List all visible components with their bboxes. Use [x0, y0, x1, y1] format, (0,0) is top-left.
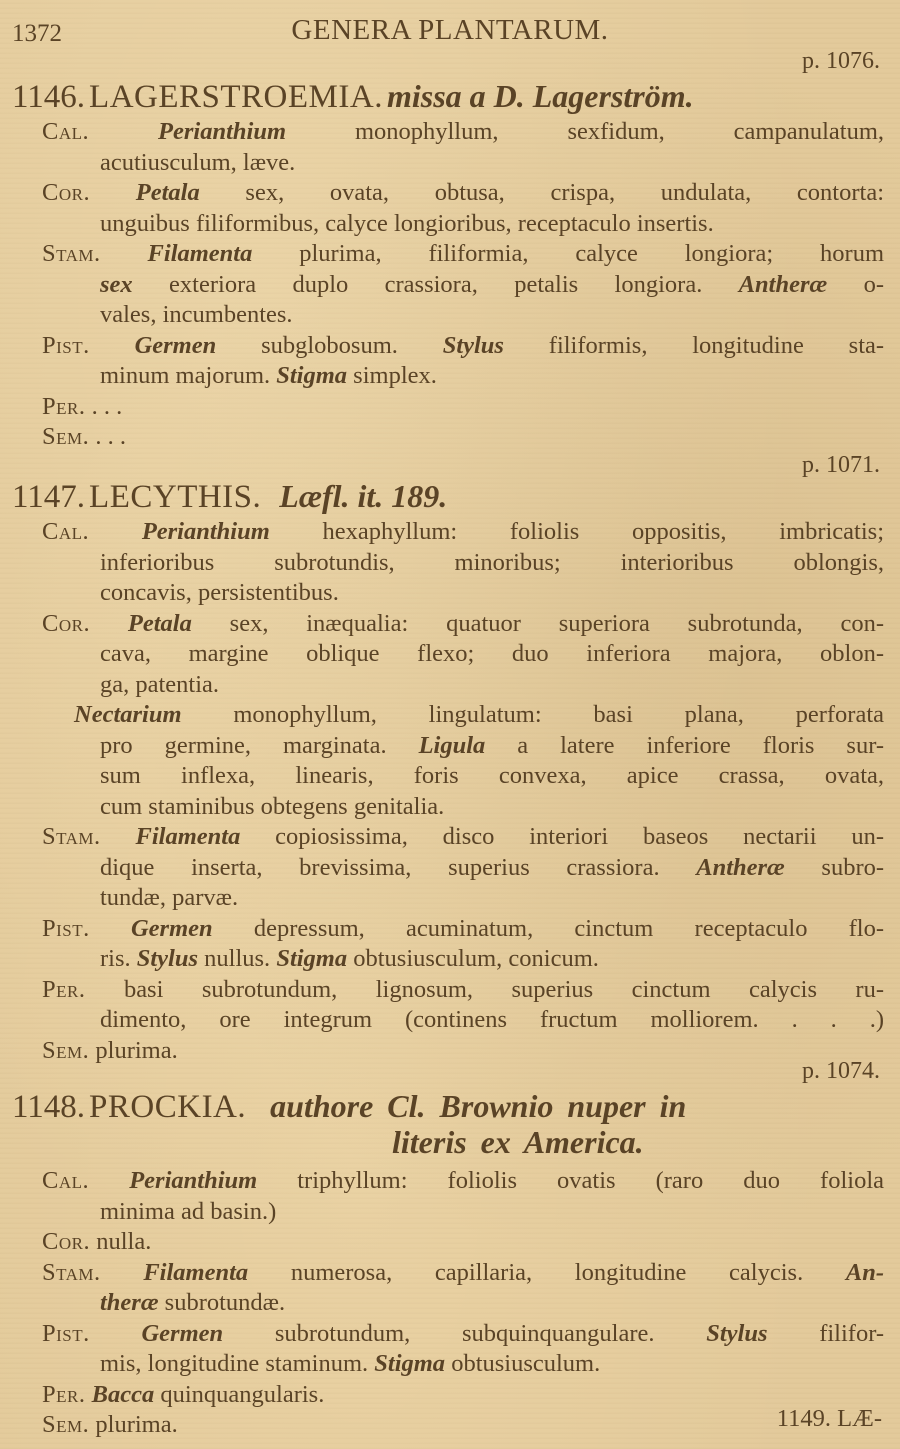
description-text: cava, margine oblique flexo; duo inferiora majora, oblon- [100, 640, 884, 667]
description-text: subrotundum, subquinquangulare. [274, 1319, 655, 1347]
part-term: An- [845, 1258, 885, 1286]
genus-number: 1147. [12, 479, 86, 515]
running-head [12, 12, 888, 52]
part-term: Filamenta [135, 823, 241, 850]
continuation-line [42, 300, 884, 331]
description-text: cum staminibus obtegens genitalia. [100, 792, 445, 820]
description-text: minima ad basin.) [100, 1197, 277, 1225]
genus-heading [12, 478, 888, 516]
part-label: Pist. [42, 914, 90, 942]
part-term: Antheræ [696, 853, 785, 881]
part-label: Per. [42, 392, 86, 420]
character-line [42, 609, 884, 640]
part-term: Stigma [276, 945, 348, 972]
description-text: subrotundæ. [164, 1289, 286, 1316]
continuation-line [42, 700, 884, 731]
part-label: Stam. [42, 1258, 101, 1286]
description-text: ris. [100, 945, 131, 972]
description-text: exteriora duplo crassiora, petalis longiora. [169, 270, 703, 298]
part-label: Cal. [42, 518, 90, 545]
continuation-line [42, 670, 884, 701]
description-text: filifor- [819, 1319, 885, 1347]
continuation-line [42, 1197, 884, 1228]
character-line [42, 1227, 884, 1258]
genus-authority: missa a D. Lagerström. [386, 78, 694, 114]
genus-description [42, 517, 884, 1066]
description-text: acutiusculum, læve. [100, 148, 296, 176]
part-term: Perianthium [141, 518, 270, 545]
part-label: Pist. [42, 1319, 90, 1347]
description-text: tundæ, parvæ. [100, 884, 239, 911]
description-text: plurima. [95, 1036, 178, 1064]
description-text: basi subrotundum, lignosum, superius cinctum calycis ru- [123, 975, 884, 1003]
character-line [42, 975, 884, 1006]
part-label: Cor. [42, 609, 91, 637]
character-line [42, 1319, 884, 1350]
description-text: pro germine, marginata. [100, 731, 387, 759]
continuation-line [42, 148, 884, 179]
character-line [42, 1410, 884, 1441]
description-text: monophyllum, lingulatum: basi plana, perforata [233, 701, 885, 728]
description-text: sex, ovata, obtusa, crispa, undulata, contorta: [245, 179, 884, 206]
description-text: inferioribus subrotundis, minoribus; interioribus oblongis, [100, 548, 884, 576]
genus-heading [12, 78, 888, 116]
description-text: subglobosum. [261, 331, 398, 359]
description-text: sex, inæqualia: quatuor superiora subrotunda, con- [229, 609, 884, 637]
continuation-line [42, 639, 884, 670]
character-line [42, 1258, 884, 1289]
description-text: monophyllum, sexfidum, campanulatum, [354, 118, 885, 145]
description-text: quinquangularis. [160, 1380, 325, 1408]
description-text: dimento, ore integrum (continens fructum molliorem. . . .) [100, 1006, 884, 1033]
genus-number: 1146. [12, 79, 86, 115]
character-line [42, 117, 884, 148]
part-term: Stylus [136, 945, 199, 972]
page-number: 1372 [12, 20, 62, 47]
description-text: filiformis, longitudine sta- [548, 331, 885, 359]
character-line [42, 1166, 884, 1197]
genus-name: LAGERSTROEMIA. [89, 79, 383, 115]
part-term: Stylus [442, 331, 504, 359]
description-text: unguibus filiformibus, calyce longioribus, receptaculo insertis. [100, 209, 714, 237]
part-label: Pist. [42, 331, 90, 359]
part-label: Cal. [42, 1167, 90, 1194]
part-term: Bacca [91, 1380, 155, 1408]
description-text: plurima, filiformia, calyce longiora; horum [299, 240, 885, 267]
part-term: Stigma [276, 362, 348, 389]
description-text: copiosissima, disco interiori baseos nectarii un- [275, 823, 885, 850]
part-term: Perianthium [129, 1167, 258, 1194]
part-label: Stam. [42, 240, 101, 267]
character-line [42, 914, 884, 945]
continuation-line [42, 761, 884, 792]
continuation-line [42, 883, 884, 914]
description-text: concavis, persistentibus. [100, 579, 339, 606]
part-label: Cal. [42, 118, 90, 145]
character-line [42, 517, 884, 548]
description-text: o- [863, 270, 885, 298]
continuation-line [42, 1288, 884, 1319]
running-title: GENERA PLANTARUM. [291, 14, 609, 46]
part-label: Per. [42, 1380, 86, 1408]
continuation-line [42, 209, 884, 240]
genus-description [42, 1166, 884, 1441]
description-text: nulla. [96, 1228, 152, 1255]
part-term: Germen [134, 331, 217, 359]
part-label: Sem. [42, 423, 90, 450]
character-line [42, 1036, 884, 1067]
part-term: Petala [127, 609, 192, 637]
description-text: . . . [91, 392, 123, 420]
part-term: theræ [100, 1289, 159, 1316]
description-text: mis, longitudine staminum. [100, 1350, 369, 1377]
catchword: 1149. LÆ- [776, 1405, 882, 1432]
page-reference: p. 1076. [802, 48, 880, 74]
continuation-line [42, 944, 884, 975]
character-line [42, 1380, 884, 1411]
description-text: nullus. [204, 945, 271, 972]
description-text: subro- [821, 853, 885, 881]
continuation-line [42, 853, 884, 884]
genus-authority: authore Cl. Brownio nuper in [270, 1088, 687, 1124]
continuation-line [42, 548, 884, 579]
part-term: Perianthium [158, 118, 287, 145]
continuation-line [42, 1005, 884, 1036]
description-text: obtusiusculum, conicum. [353, 945, 599, 972]
character-line [42, 239, 884, 270]
character-line [42, 178, 884, 209]
continuation-line [42, 731, 884, 762]
genus-heading [12, 1088, 888, 1126]
character-line [42, 822, 884, 853]
genus-name: LECYTHIS. [89, 479, 262, 515]
part-term: Antheræ [738, 270, 828, 298]
description-text: dique inserta, brevissima, superius crassiora. [100, 853, 660, 881]
part-term: Filamenta [143, 1258, 249, 1286]
part-term: Nectarium [74, 701, 182, 728]
description-text: ga, patentia. [100, 670, 220, 698]
part-term: Ligula [418, 731, 486, 759]
description-text: triphyllum: foliolis ovatis (raro duo foliola [297, 1167, 885, 1194]
part-term: Stylus [706, 1319, 768, 1347]
genus-authority-continued [392, 1124, 888, 1161]
description-text: numerosa, capillaria, longitudine calycis. [290, 1258, 804, 1286]
part-label: Per. [42, 975, 86, 1003]
part-term: Stigma [374, 1350, 446, 1377]
genus-description [42, 117, 884, 453]
description-text: minum majorum. [100, 362, 271, 389]
page-reference: p. 1071. [802, 452, 880, 478]
part-term: Filamenta [147, 240, 253, 267]
description-text: hexaphyllum: foliolis oppositis, imbricatis; [322, 518, 885, 545]
part-term: Petala [135, 179, 200, 206]
part-term: sex [100, 270, 133, 298]
description-text: a latere inferiore floris sur- [517, 731, 885, 759]
description-text: . . . [95, 423, 127, 450]
part-term: Germen [141, 1319, 224, 1347]
genus-name: PROCKIA. [89, 1089, 247, 1125]
part-label: Cor. [42, 1228, 91, 1255]
continuation-line [42, 1349, 884, 1380]
continuation-line [42, 792, 884, 823]
description-text: sum inflexa, linearis, foris convexa, apice crassa, ovata, [100, 762, 884, 789]
genus-authority: literis ex America. [392, 1124, 644, 1160]
description-text: vales, incumbentes. [100, 301, 293, 328]
part-label: Sem. [42, 1036, 90, 1064]
part-term: Germen [130, 914, 213, 942]
part-label: Stam. [42, 823, 101, 850]
description-text: depressum, acuminatum, cinctum receptaculo flo- [253, 914, 885, 942]
part-label: Sem. [42, 1411, 90, 1438]
page-reference: p. 1074. [802, 1058, 880, 1084]
description-text: plurima. [95, 1411, 178, 1438]
genus-authority: Læfl. it. 189. [279, 478, 448, 514]
character-line [42, 331, 884, 362]
genus-number: 1148. [12, 1089, 86, 1125]
continuation-line [42, 361, 884, 392]
continuation-line [42, 270, 884, 301]
part-label: Cor. [42, 179, 91, 206]
description-text: obtusiusculum. [451, 1350, 601, 1377]
continuation-line [42, 578, 884, 609]
description-text: simplex. [353, 362, 437, 389]
character-line [42, 392, 884, 423]
character-line [42, 422, 884, 453]
